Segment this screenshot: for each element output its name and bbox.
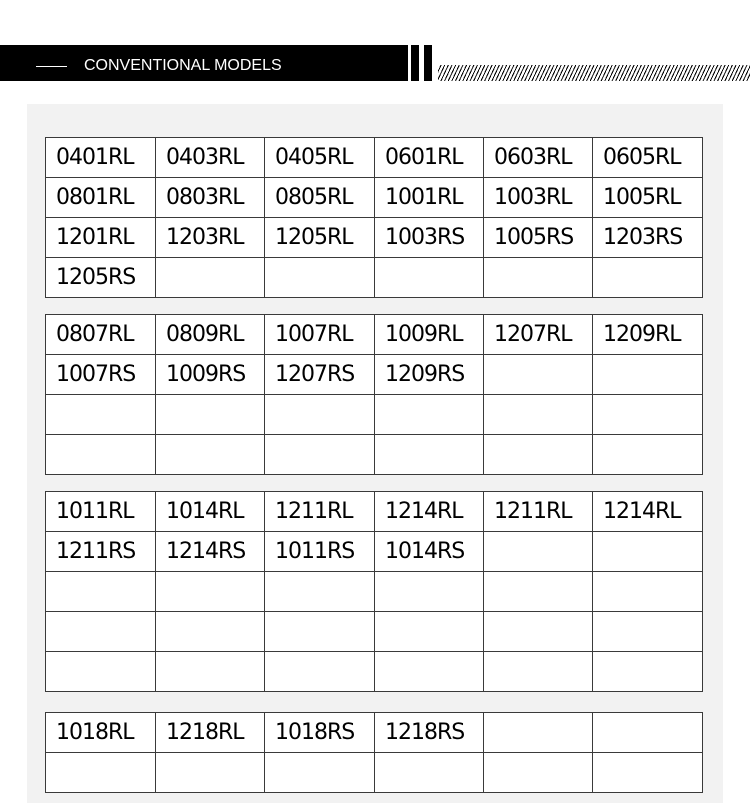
- model-cell: 1214RL: [593, 492, 703, 532]
- model-cell: [593, 435, 703, 475]
- model-cell: [46, 395, 156, 435]
- model-cell: [375, 572, 484, 612]
- model-cell: 0603RL: [484, 138, 593, 178]
- model-cell: [484, 753, 593, 793]
- model-cell: 0605RL: [593, 138, 703, 178]
- model-cell: [484, 652, 593, 692]
- table-row: [46, 178, 703, 218]
- model-table-group-2: [45, 314, 703, 475]
- model-cell: [156, 435, 265, 475]
- table-row: [46, 492, 703, 532]
- model-cell: 1214RL: [375, 492, 484, 532]
- table-row: [46, 218, 703, 258]
- model-cell: 0803RL: [156, 178, 265, 218]
- model-cell: 0403RL: [156, 138, 265, 178]
- model-cell: 1209RS: [375, 355, 484, 395]
- model-cell: [593, 532, 703, 572]
- model-cell: [265, 258, 375, 298]
- model-cell: [484, 612, 593, 652]
- model-cell: 1207RS: [265, 355, 375, 395]
- table-row: [46, 572, 703, 612]
- model-cell: 0805RL: [265, 178, 375, 218]
- model-cell: [484, 572, 593, 612]
- table-row: [46, 395, 703, 435]
- model-cell: 0401RL: [46, 138, 156, 178]
- table-row: [46, 355, 703, 395]
- model-cell: [593, 652, 703, 692]
- model-table-group-3: [45, 491, 703, 692]
- model-cell: [593, 355, 703, 395]
- model-cell: 1205RS: [46, 258, 156, 298]
- header-bar-decoration: [424, 45, 432, 81]
- hatch-decoration: [438, 65, 750, 81]
- model-cell: 1011RS: [265, 532, 375, 572]
- table-row: [46, 713, 703, 753]
- model-cell: [593, 753, 703, 793]
- model-cell: 1009RS: [156, 355, 265, 395]
- model-cell: 1009RL: [375, 315, 484, 355]
- model-cell: [156, 258, 265, 298]
- model-cell: [375, 753, 484, 793]
- model-cell: [46, 652, 156, 692]
- table-row: [46, 652, 703, 692]
- table-row: [46, 612, 703, 652]
- model-cell: [484, 395, 593, 435]
- table-row: [46, 315, 703, 355]
- model-cell: [156, 753, 265, 793]
- model-cell: 1005RS: [484, 218, 593, 258]
- model-cell: [156, 612, 265, 652]
- model-cell: [375, 435, 484, 475]
- model-cell: 0601RL: [375, 138, 484, 178]
- model-table-group-1: [45, 137, 703, 298]
- model-cell: 1014RS: [375, 532, 484, 572]
- model-cell: [375, 258, 484, 298]
- model-cell: 1218RS: [375, 713, 484, 753]
- section-title: CONVENTIONAL MODELS: [84, 57, 282, 74]
- model-cell: 1011RL: [46, 492, 156, 532]
- model-cell: 0807RL: [46, 315, 156, 355]
- model-cell: [265, 652, 375, 692]
- header-bar-decoration: [411, 45, 419, 81]
- model-cell: 1203RS: [593, 218, 703, 258]
- model-table-group-4: [45, 712, 703, 793]
- model-cell: 0405RL: [265, 138, 375, 178]
- model-cell: 1211RS: [46, 532, 156, 572]
- model-cell: [484, 435, 593, 475]
- model-cell: [375, 652, 484, 692]
- model-cell: 1211RL: [265, 492, 375, 532]
- model-cell: [46, 753, 156, 793]
- model-cell: 1209RL: [593, 315, 703, 355]
- model-cell: 1018RL: [46, 713, 156, 753]
- model-cell: [484, 532, 593, 572]
- model-cell: 1003RL: [484, 178, 593, 218]
- model-cell: [375, 612, 484, 652]
- model-cell: [593, 258, 703, 298]
- model-cell: [156, 572, 265, 612]
- model-cell: 1005RL: [593, 178, 703, 218]
- model-cell: [46, 572, 156, 612]
- model-cell: 1007RL: [265, 315, 375, 355]
- model-cell: 1018RS: [265, 713, 375, 753]
- table-row: [46, 753, 703, 793]
- model-cell: 1207RL: [484, 315, 593, 355]
- table-row: [46, 435, 703, 475]
- model-cell: 1205RL: [265, 218, 375, 258]
- header-dash-decoration: [36, 66, 67, 67]
- table-row: [46, 138, 703, 178]
- model-cell: [375, 395, 484, 435]
- model-cell: 1007RS: [46, 355, 156, 395]
- model-cell: 1203RL: [156, 218, 265, 258]
- model-cell: 1014RL: [156, 492, 265, 532]
- model-cell: [156, 652, 265, 692]
- model-cell: [265, 395, 375, 435]
- model-cell: [156, 395, 265, 435]
- model-cell: 1211RL: [484, 492, 593, 532]
- model-cell: 1001RL: [375, 178, 484, 218]
- model-cell: [593, 713, 703, 753]
- model-cell: [265, 612, 375, 652]
- model-cell: [484, 258, 593, 298]
- model-cell: [265, 753, 375, 793]
- model-cell: 1201RL: [46, 218, 156, 258]
- model-cell: 1218RL: [156, 713, 265, 753]
- model-cell: [265, 572, 375, 612]
- model-cell: 0809RL: [156, 315, 265, 355]
- model-cell: 1214RS: [156, 532, 265, 572]
- table-row: [46, 258, 703, 298]
- model-cell: [46, 435, 156, 475]
- model-cell: [265, 435, 375, 475]
- model-cell: [484, 713, 593, 753]
- model-cell: [593, 572, 703, 612]
- table-row: [46, 532, 703, 572]
- model-cell: 1003RS: [375, 218, 484, 258]
- model-cell: [484, 355, 593, 395]
- model-cell: [593, 612, 703, 652]
- model-cell: 0801RL: [46, 178, 156, 218]
- model-cell: [593, 395, 703, 435]
- model-cell: [46, 612, 156, 652]
